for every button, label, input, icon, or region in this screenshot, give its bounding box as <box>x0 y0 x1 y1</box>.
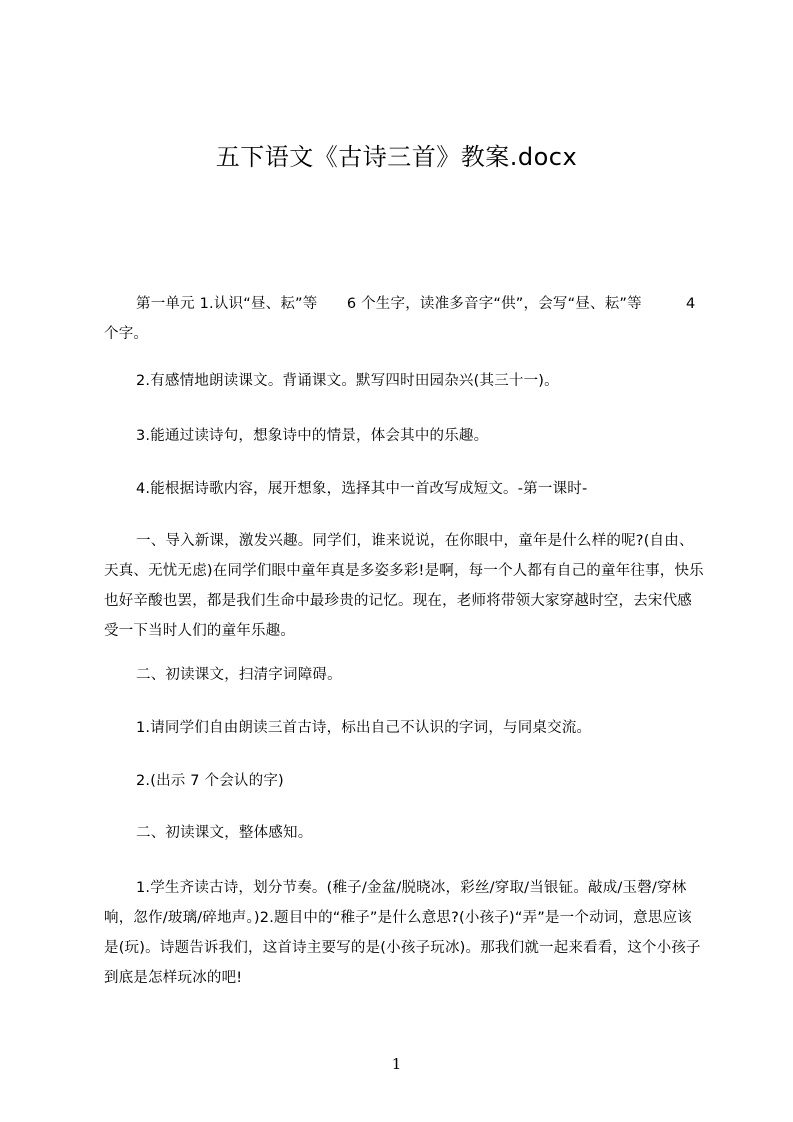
section-heading-first-reading: 二、初读课文，扫清字词障碍。 <box>136 667 342 683</box>
section-heading-overall: 二、初读课文，整体感知。 <box>136 825 313 841</box>
paragraph-reading-rhythm: 1.学生齐读古诗，划分节奏。(稚子/金盆/脱晓冰，彩丝/穿取/当银钲。敲成/玉磬/穿林响，忽作/玻璃/碎地声。)2.题目中的“稚子”是什么意思?(小孩子)“弄”是一个动词，意思应该是(玩)。诗题告诉我们，这首诗主要写的是(小孩子玩冰)。那我们就一起来看看，这个小孩子到底是怎样玩冰的吧! <box>104 880 701 986</box>
page-number: 1 <box>391 1055 402 1073</box>
paragraph-objective-4: 4.能根据诗歌内容，展开想象，选择其中一首改写成短文。-第一课时- <box>136 481 588 497</box>
paragraph-objective-3: 3.能通过读诗句，想象诗中的情景，体会其中的乐趣。 <box>136 428 489 444</box>
paragraph-step-1: 1.请同学们自由朗读三首古诗，标出自己不认识的字词，与同桌交流。 <box>136 720 592 736</box>
paragraph-objective-2: 2.有感情地朗读课文。背诵课文。默写四时田园杂兴(其三十一)。 <box>136 373 559 389</box>
paragraph-step-2: 2.(出示 7 个会认的字) <box>136 773 284 789</box>
paragraph-unit-objectives: 第一单元 1.认识“昼、耘”等 6 个生字，读准多音字“供”，会写“昼、耘”等 4 个字。 <box>104 296 696 342</box>
paragraph-introduction: 一、导入新课，激发兴趣。同学们，谁来说说，在你眼中，童年是什么样的呢?(自由、天真、无忧无虑)在同学们眼中童年真是多姿多彩!是啊，每一个人都有自己的童年往事，快乐也好辛酸也罢，都是我们生命中最珍贵的记忆。现在，老师将带领大家穿越时空，去宋代感受一下当时人们的童年乐趣。 <box>104 533 704 639</box>
document-title: 五下语文《古诗三首》教案.docx <box>215 143 578 171</box>
